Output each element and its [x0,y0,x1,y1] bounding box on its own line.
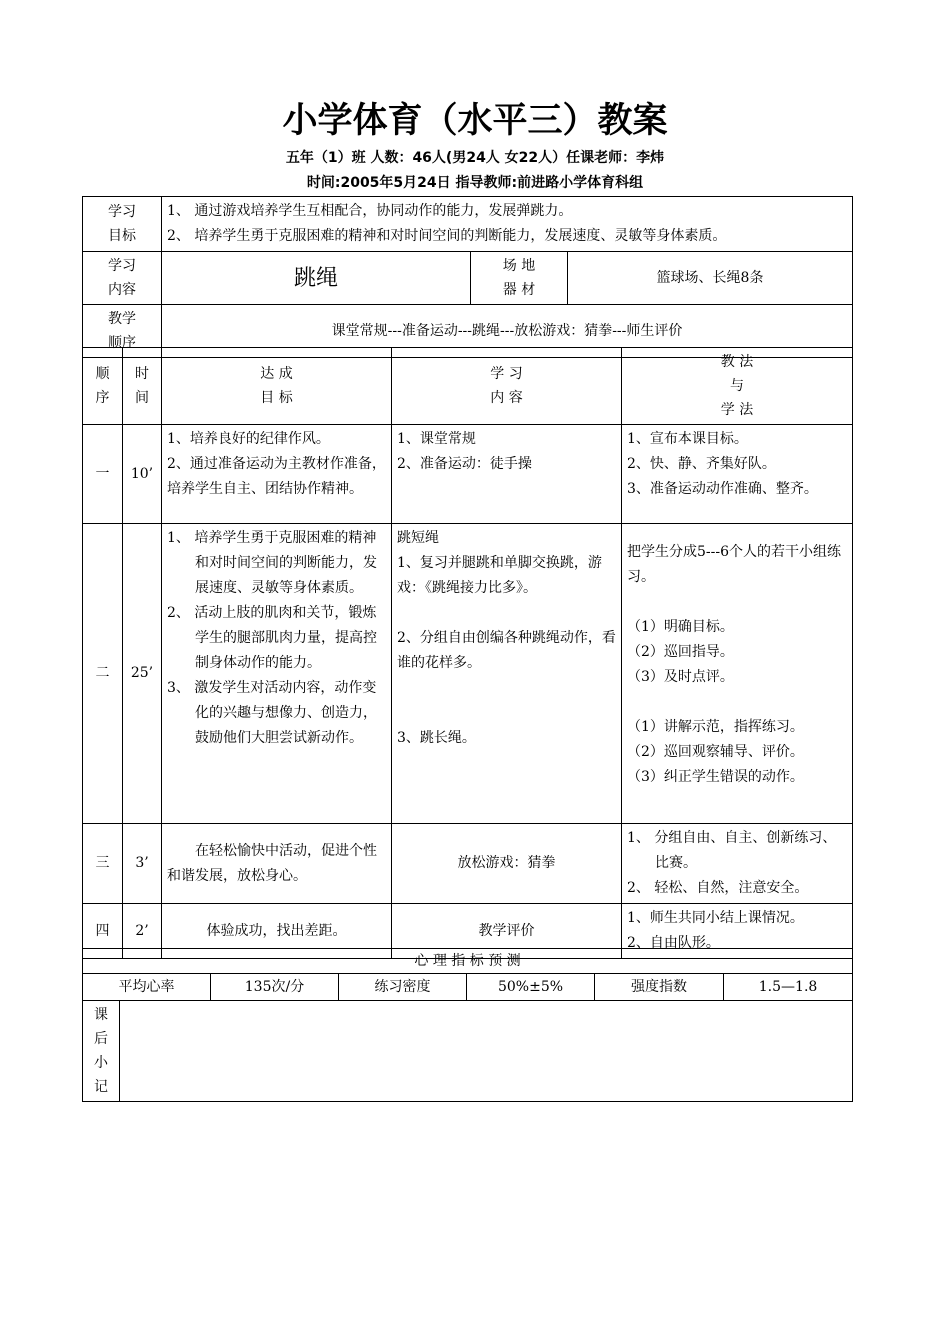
row-time: 3’ [123,824,162,904]
density-value: 50%±5% [467,974,595,1001]
lesson-overview-table [82,196,853,358]
row-time: 25’ [123,524,162,824]
row-goals: 1、培养良好的纪律作风。 2、通过准备运动为主教材作准备，培养学生自主、团结协作精神。 [162,425,392,524]
content-label: 学习 内容 [83,252,162,305]
notes-table [82,1000,853,1102]
row-methods: 1、 分组自由、自主、创新练习、比赛。 2、 轻松、自然，注意安全。 [622,824,853,904]
row-time: 2’ [123,904,162,959]
row-order: 二 [83,524,123,824]
row-order: 三 [83,824,123,904]
objectives-cell [162,197,853,252]
heart-rate-value: 135次/分 [211,974,339,1001]
row-study: 教学评价 [392,904,622,959]
objectives-label: 学习 目标 [83,197,162,252]
row-time: 10’ [123,425,162,524]
table-row [83,425,853,524]
objective-item: 1、 通过游戏培养学生互相配合，协同动作的能力，发展弹跳力。 [167,203,573,219]
objective-item: 2、 培养学生勇于克服困难的精神和对时间空间的判断能力，发展速度、灵敏等身体素质。 [167,228,727,244]
venue-value: 篮球场、长绳8条 [568,252,853,305]
row-study: 跳短绳 1、复习并腿跳和单脚交换跳，游戏：《跳绳接力比多》。 2、分组自由创编各种跳绳动作，看谁的花样多。 3、跳长绳。 [392,524,622,824]
sequence-value: 课堂常规---准备运动---跳绳---放松游戏：猜拳---师生评价 [162,305,853,358]
row-goals: 1、 培养学生勇于克服困难的精神和对时间空间的判断能力，发展速度、灵敏等身体素质。 2、 活动上肢的肌肉和关节，锻炼学生的腿部肌肉力量，提高控制身体动作的能力。 3、 激发学生对活动内容，动作变化的兴趣与想像力、创造力，鼓励他们大胆尝试新动作。 [162,524,392,824]
table-row [83,524,853,824]
table-row [83,824,853,904]
psych-title: 心 理 指 标 预 测 [83,949,853,974]
row-order: 四 [83,904,123,959]
heart-rate-label: 平均心率 [83,974,211,1001]
row-goal: 体验成功，找出差距。 [162,904,392,959]
content-value: 跳绳 [162,252,471,305]
date-info: 时间:2005年5月24日 指导教师:前进路小学体育科组 [306,175,644,191]
procedure-table [82,347,853,959]
row-methods: 把学生分成5---6个人的若干小组练习。 （1）明确目标。 （2）巡回指导。 （3）及时点评。 （1）讲解示范，指挥练习。 （2）巡回观察辅导、评价。 （3）纠正学生错误的动作。 [622,524,853,824]
order-header: 顺 序 [83,348,123,425]
row-order: 一 [83,425,123,524]
row-study: 放松游戏：猜拳 [392,824,622,904]
intensity-label: 强度指数 [595,974,724,1001]
row-methods: 1、师生共同小结上课情况。 2、自由队形。 [622,904,853,959]
notes-area [120,1001,853,1102]
time-header: 时 间 [123,348,162,425]
goal-header: 达 成 目 标 [162,348,392,425]
class-info: 五年（1）班 人数：46人(男24人 女22人）任课老师：李炜 [285,150,665,166]
study-header: 学 习 内 容 [392,348,622,425]
method-header: 教 法 与 学 法 [622,348,853,425]
sequence-label: 教学 顺序 [83,305,162,358]
psych-indicators-table [82,948,853,1001]
row-goal: 在轻松愉快中活动，促进个性和谐发展，放松身心。 [162,824,392,904]
notes-label: 课 后 小 记 [83,1001,120,1102]
intensity-value: 1.5—1.8 [724,974,853,1001]
row-study: 1、课堂常规 2、准备运动：徒手操 [392,425,622,524]
page-title: 小学体育（水平三）教案 [282,101,668,141]
density-label: 练习密度 [339,974,467,1001]
row-methods: 1、宣布本课目标。 2、快、静、齐集好队。 3、准备运动动作准确、整齐。 [622,425,853,524]
venue-label: 场 地 器 材 [471,252,568,305]
